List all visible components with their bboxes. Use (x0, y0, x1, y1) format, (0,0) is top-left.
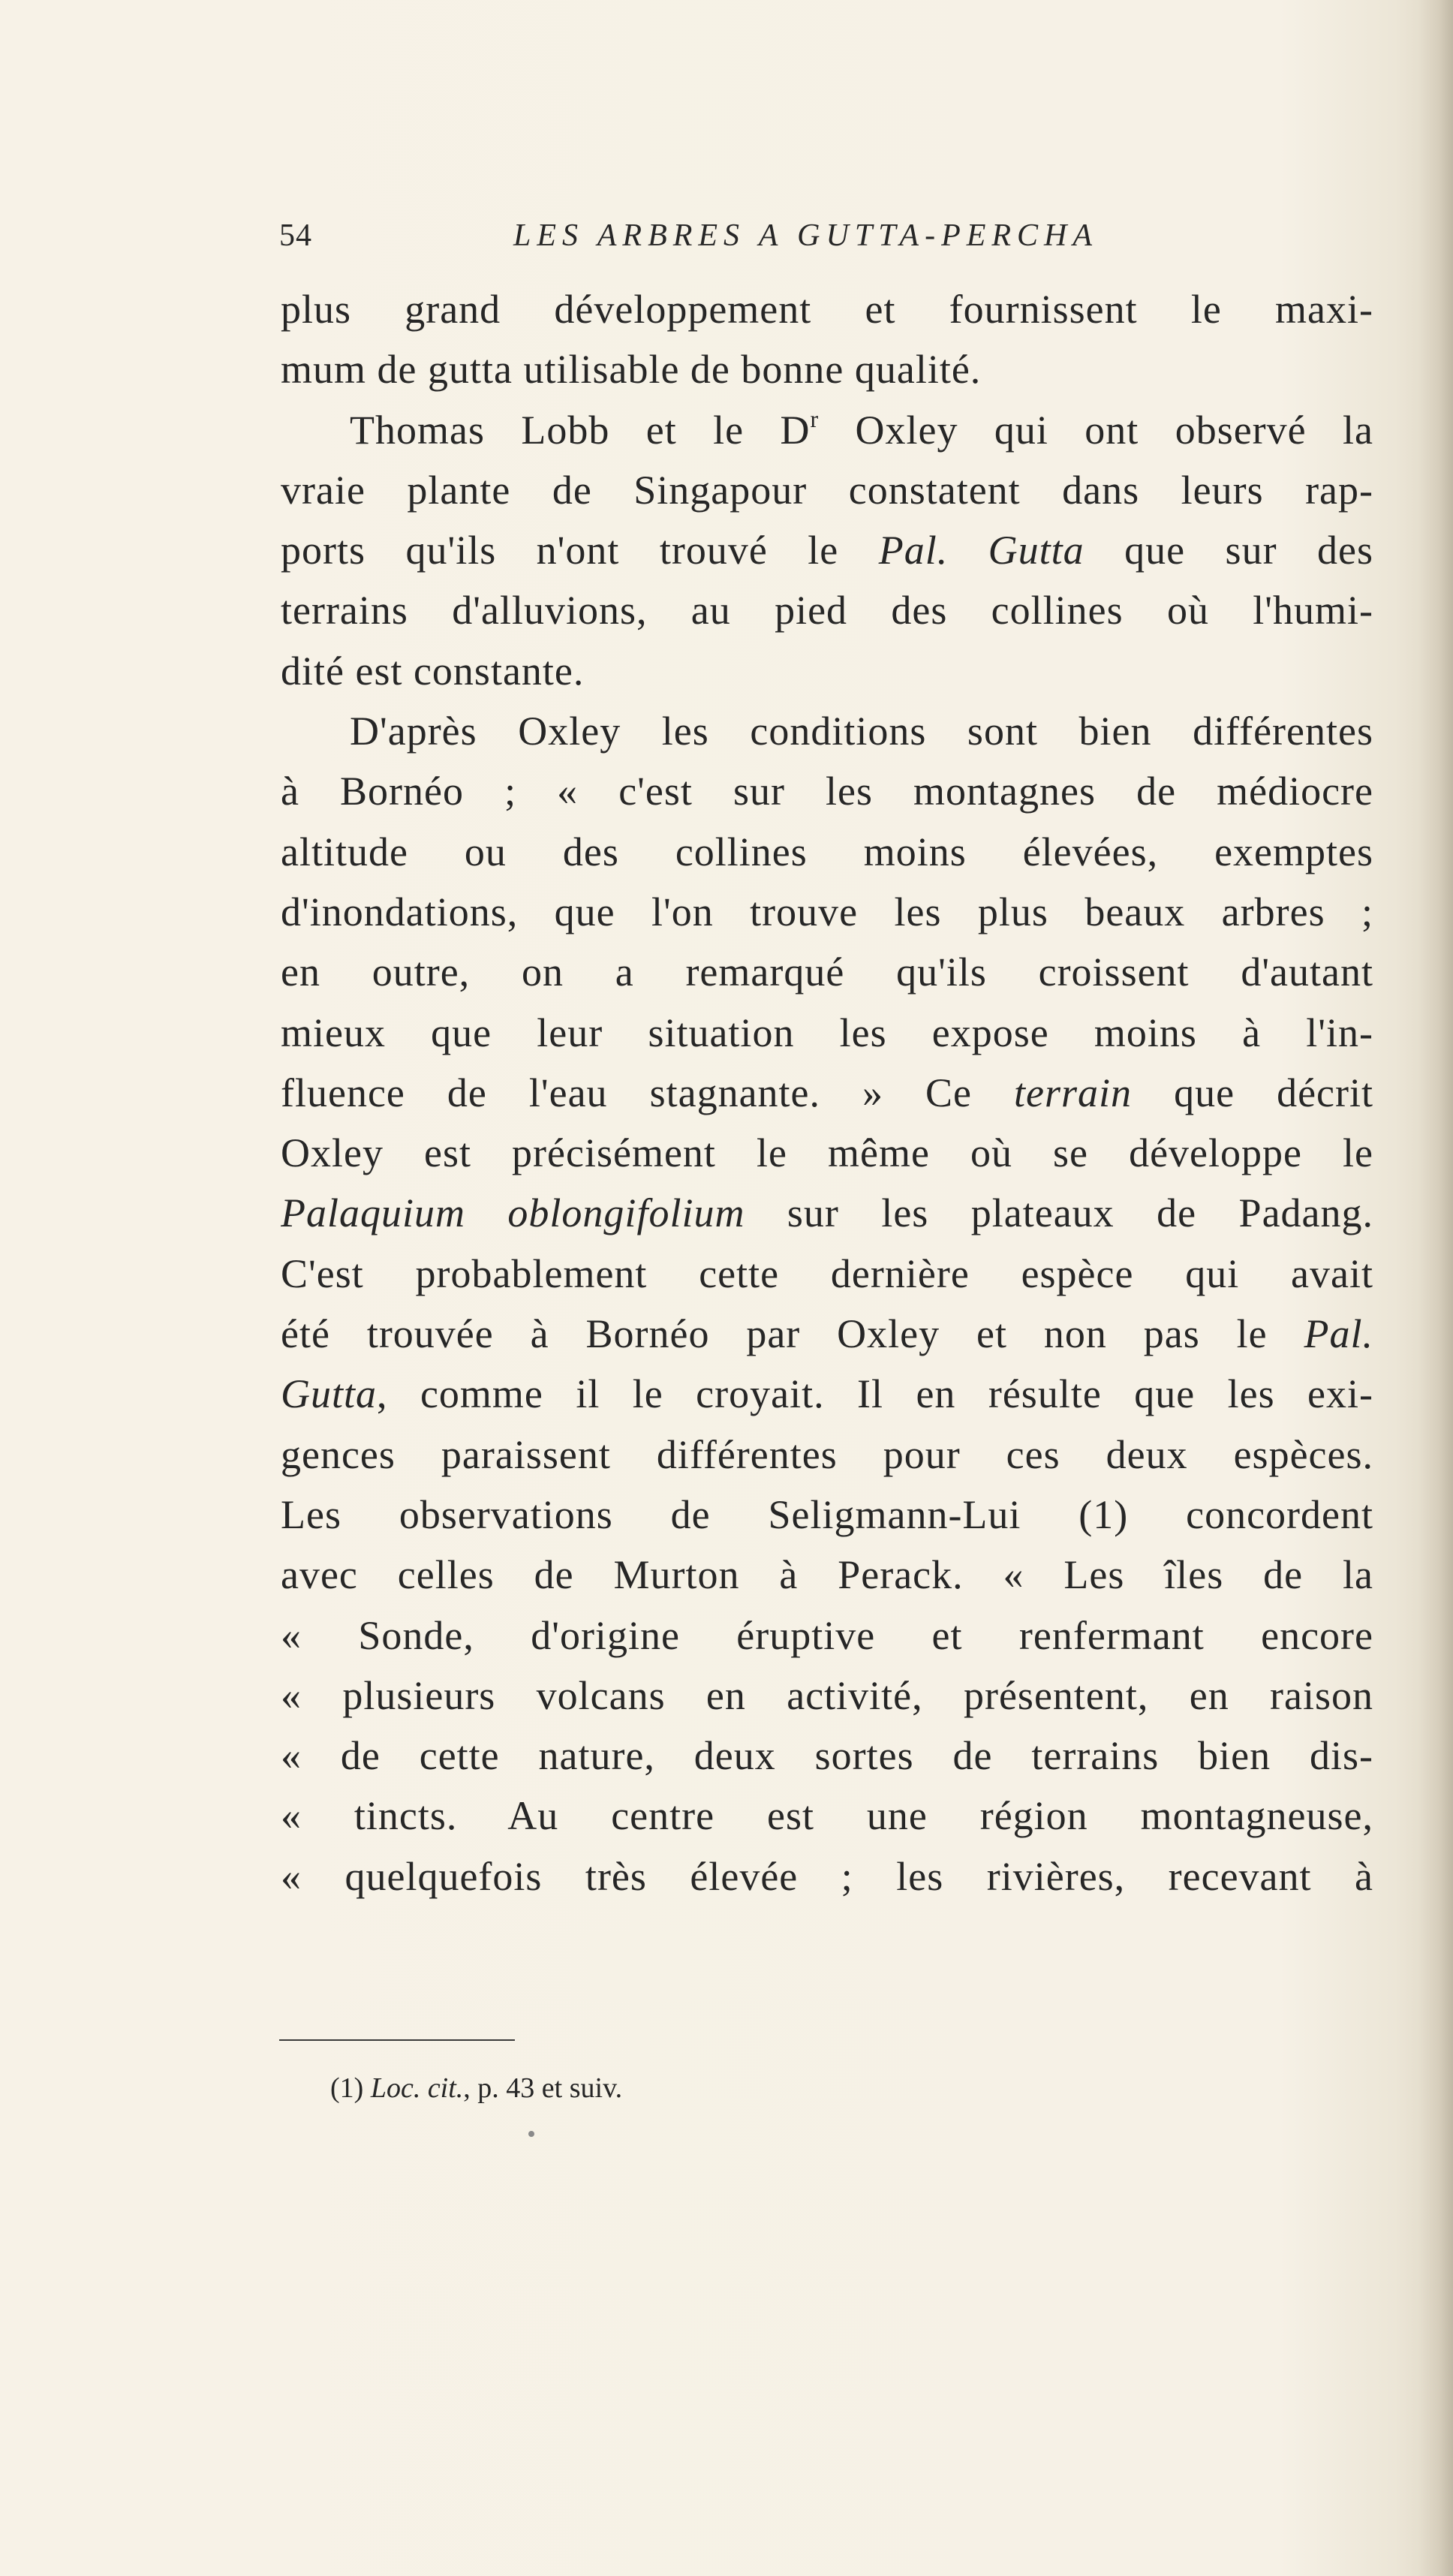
running-title: LES ARBRES A GUTTA-PERCHA (513, 218, 1099, 253)
italic-term: terrain (1014, 1070, 1133, 1115)
text-line: avec celles de Murton à Perack. « Les îles de la (281, 1552, 1373, 1598)
text-line: Palaquium oblongifolium sur les plateaux de Padang. (281, 1190, 1373, 1236)
paragraph-start-line: Thomas Lobb et le $D^r$ Oxley qui ont observé la (350, 405, 1373, 453)
page-number: 54 (279, 218, 312, 253)
text-line: Les observations de Seligmann-Lui (1) concordent (281, 1491, 1373, 1537)
text-line: C'est probablement cette dernière espèce qui avait (281, 1250, 1373, 1296)
text-line: été trouvée à Bornéo par Oxley et non pas le Pal. (281, 1311, 1373, 1357)
text-line: ports qu'ils n'ont trouvé le Pal. Gutta que sur des (281, 528, 1373, 573)
text-line: gences paraissent différentes pour ces deux espèces. (281, 1431, 1373, 1477)
page-edge-shadow (1418, 0, 1453, 2576)
footnote-text: , p. 43 et suiv. (463, 2072, 623, 2104)
italic-term: Gutta (281, 1371, 378, 1417)
paragraph-start-line: D'après Oxley les conditions sont bien différentes (350, 709, 1373, 754)
text-line: Oxley est précisément le même où se développe le (281, 1130, 1373, 1176)
text-line: altitude ou des collines moins élevées, exemptes (281, 829, 1373, 874)
text-line: « Sonde, d'origine éruptive et renfermant encore (281, 1612, 1373, 1658)
text-line: dité est constante. (281, 648, 585, 694)
footnote-marker: (1) (330, 2072, 371, 2104)
text-line: en outre, on a remarqué qu'ils croissent d'autant (281, 949, 1373, 995)
footnote-reference: Loc. cit. (370, 2072, 464, 2104)
text-line: fluence de l'eau stagnante. » Ce terrain que décrit (281, 1070, 1373, 1115)
italic-term: Pal. Gutta (878, 528, 1084, 573)
text-line: « plusieurs volcans en activité, présentent, en raison (281, 1672, 1373, 1718)
text-line: à Bornéo ; « c'est sur les montagnes de médiocre (281, 769, 1373, 814)
footnote-divider (279, 2039, 515, 2041)
text-line: « de cette nature, deux sortes de terrains bien dis- (281, 1733, 1373, 1779)
text-line: « tincts. Au centre est une région montagneuse, (281, 1793, 1373, 1839)
footnote (330, 2072, 622, 2105)
text-line: Gutta, comme il le croyait. Il en résulte que les exi- (281, 1371, 1373, 1417)
text-line: plus grand développement et fournissent le maxi- (281, 287, 1373, 332)
text-line: terrains d'alluvions, au pied des collines où l'humi- (281, 588, 1373, 633)
italic-term: Pal. (1304, 1311, 1373, 1357)
body-text (281, 279, 1373, 1906)
text-line: mieux que leur situation les expose moins à l'in- (281, 1010, 1373, 1055)
text-line: « quelquefois très élevée ; les rivières, recevant à (281, 1853, 1373, 1899)
text-line: mum de gutta utilisable de bonne qualité. (281, 347, 982, 393)
running-head (279, 218, 1142, 263)
ink-spot (528, 2131, 534, 2137)
text-line: vraie plante de Singapour constatent dans leurs rap- (281, 467, 1373, 513)
italic-term: Palaquium oblongifolium (281, 1190, 745, 1236)
text-line: d'inondations, que l'on trouve les plus beaux arbres ; (281, 889, 1373, 934)
